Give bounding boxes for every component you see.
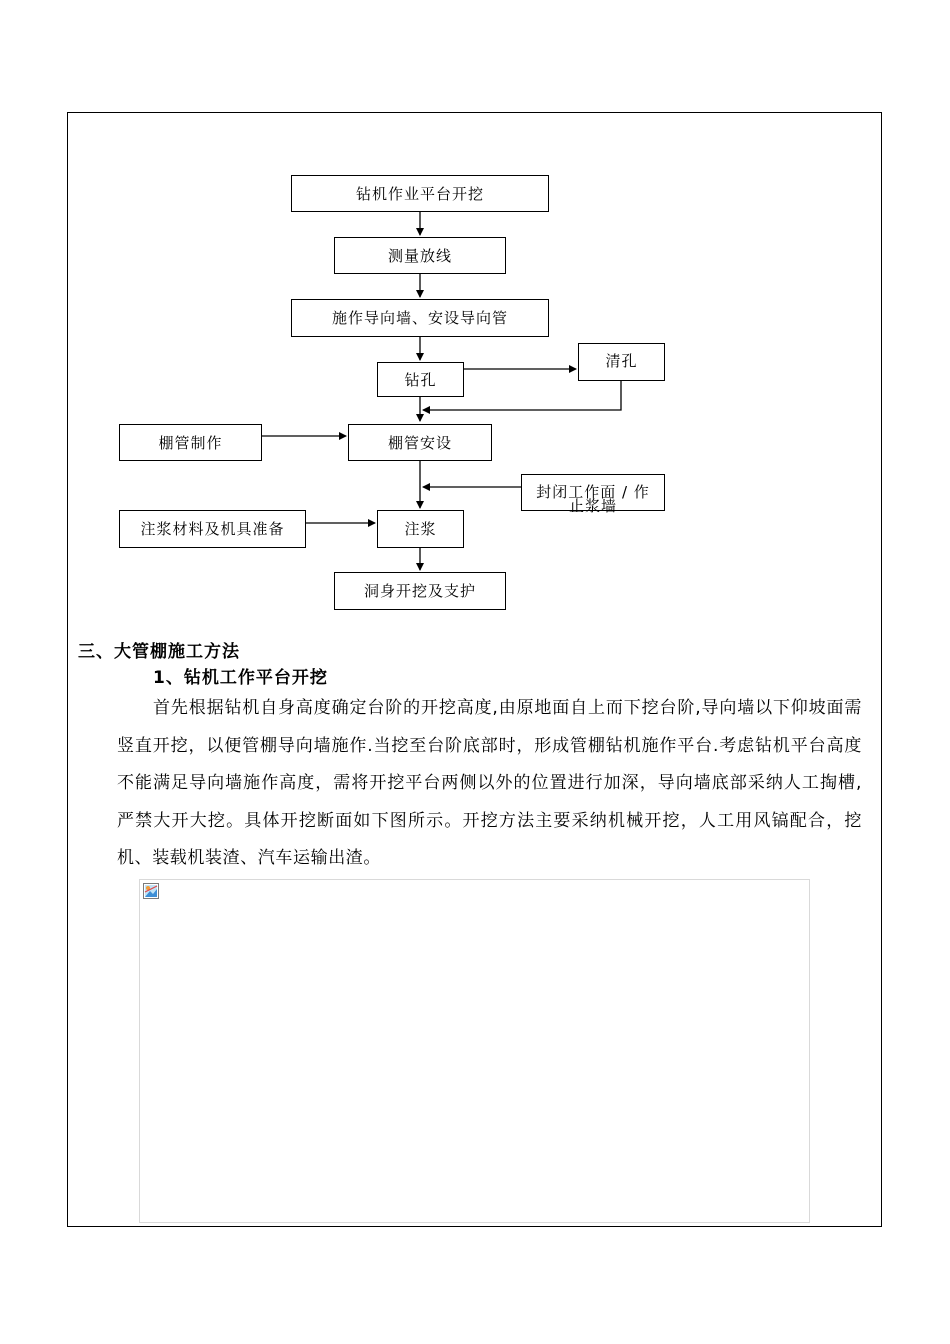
step-grouting [377,510,464,548]
step-hole-cleaning [578,343,665,381]
step-survey-layout [334,237,506,274]
step-grouting-label: 注浆 [404,520,437,538]
step-drilling-label: 钻孔 [404,370,437,389]
step-guide-wall [291,299,549,337]
step-guide-wall-label: 施作导向墙、安设导向管 [331,309,508,327]
step-drilling [377,362,464,397]
step-pipe-making [119,424,262,461]
broken-image-icon [143,883,159,899]
step-pipe-making-label: 棚管制作 [158,433,223,452]
step-hole-cleaning-label: 清孔 [605,352,638,370]
step-survey-layout-label: 测量放线 [387,246,452,265]
step-tunnel-excavation-label: 洞身开挖及支护 [363,582,476,600]
step-pipe-install-label: 棚管安设 [387,433,452,452]
step-platform-excavation-label: 钻机作业平台开挖 [355,184,484,203]
step-seal-face-line2: 止浆墙 [568,497,617,515]
step-pipe-install [348,424,492,461]
step-platform-excavation [291,175,549,212]
section-subheading: 1、钻机工作平台开挖 [153,668,328,688]
step-seal-face-line1: 封闭工作面 / 作 [536,483,650,501]
step-seal-face [521,474,665,515]
step-grout-prep [119,510,306,548]
section-heading: 三、大管棚施工方法 [78,642,240,662]
step-grout-prep-label: 注浆材料及机具准备 [140,520,285,538]
excavation-section-figure [139,879,810,1223]
body-paragraph: 首先根据钻机自身高度确定台阶的开挖高度,由原地面自上而下挖台阶,导向墙以下仰坡面需竖直开挖，以便管棚导向墙施作.当挖至台阶底部时，形成管棚钻机施作平台.考虑钻机平台高度不能满足导向墙施作高度，需将开挖平台两侧以外的位置进行加深，导向墙底部采纳人工掏槽,严禁大开大挖。具体开挖断面如下图所示。开挖方法主要采纳机械开挖，人工用风镐配合，挖机、装载机装渣、汽车运输出渣。 [117,698,862,868]
step-tunnel-excavation [334,572,506,610]
